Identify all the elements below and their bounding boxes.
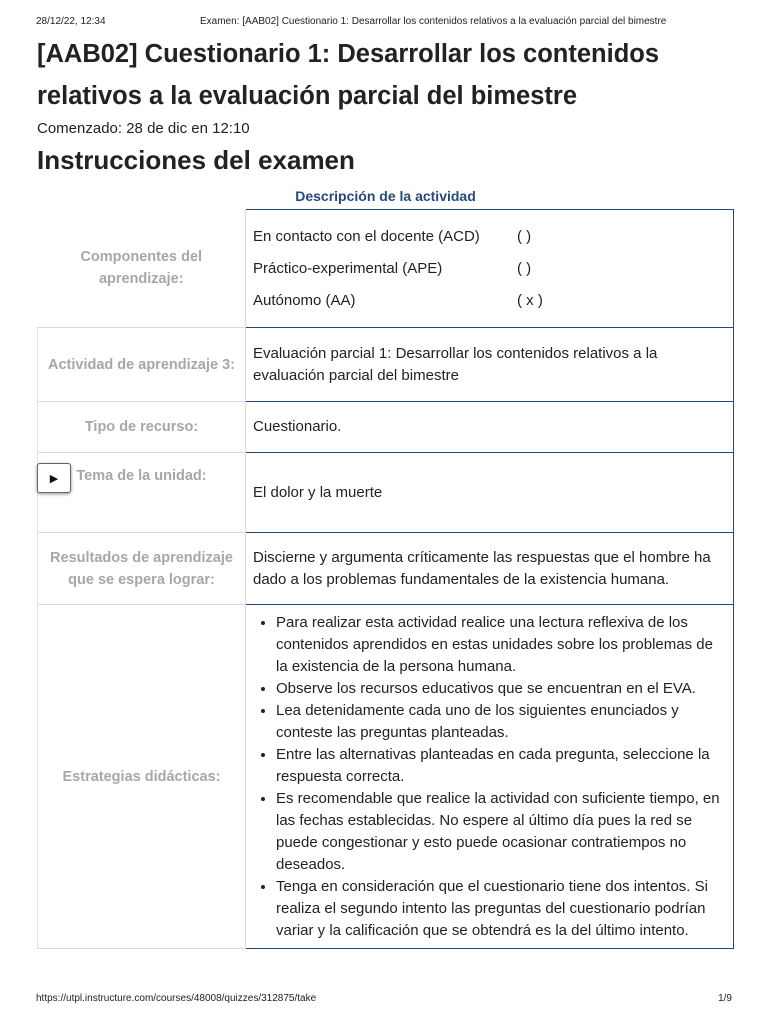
unit-topic-value: El dolor y la muerte bbox=[246, 453, 734, 533]
component-mark: ( ) bbox=[517, 228, 532, 245]
components-value bbox=[246, 210, 734, 328]
list-item: • Para realizar esta actividad realice una lectura reflexiva de los contenidos aprendidos en estas unidades sobre los problemas de la existencia de la persona humana. bbox=[276, 612, 726, 678]
table-caption-row bbox=[38, 183, 734, 210]
strategies-value bbox=[246, 605, 734, 949]
unit-topic-label: Tema de la unidad: bbox=[38, 453, 246, 533]
activity-value: Evaluación parcial 1: Desarrollar los contenidos relativos a la evaluación parcial del bimestre bbox=[246, 328, 734, 402]
quiz-started-date: Comenzado: 28 de dic en 12:10 bbox=[37, 120, 250, 137]
components-label: Componentes del aprendizaje: bbox=[38, 210, 246, 328]
print-header bbox=[36, 16, 732, 30]
resource-type-label: Tipo de recurso: bbox=[38, 402, 246, 453]
strategies-row bbox=[38, 605, 734, 949]
component-aa bbox=[253, 290, 726, 312]
table-caption: Descripción de la actividad bbox=[295, 188, 476, 204]
component-mark: ( ) bbox=[517, 260, 532, 277]
unit-topic-row bbox=[38, 453, 734, 533]
quiz-title: [AAB02] Cuestionario 1: Desarrollar los contenidos relativos a la evaluación parcial del bimestre bbox=[37, 40, 660, 110]
list-item: • Tenga en consideración que el cuestionario tiene dos intentos. Si realiza el segundo intento las preguntas del cuestionario podrían variar y la calificación que se obtendrá es la del último intento. bbox=[276, 876, 726, 942]
list-item: • Es recomendable que realice la actividad con suficiente tiempo, en las fechas establecidas. No espere al último día pues la red se puede congestionar y esto puede ocasionar contratiempos no deseados. bbox=[276, 788, 726, 876]
component-ape bbox=[253, 258, 726, 280]
strategies-label: Estrategias didácticas: bbox=[38, 605, 246, 949]
print-datetime: 28/12/22, 12:34 bbox=[36, 16, 106, 27]
page-url: https://utpl.instructure.com/courses/48008/quizzes/312875/take bbox=[36, 993, 317, 1004]
instructions-heading: Instrucciones del examen bbox=[37, 145, 355, 175]
list-item: • Lea detenidamente cada uno de los siguientes enunciados y conteste las preguntas planteadas. bbox=[276, 700, 726, 744]
outcomes-row bbox=[38, 533, 734, 605]
activity-label: Actividad de aprendizaje 3: bbox=[38, 328, 246, 402]
print-document-title: Examen: [AAB02] Cuestionario 1: Desarrollar los contenidos relativos a la evaluación parcial del bimestre bbox=[200, 16, 667, 27]
strategies-list bbox=[253, 612, 726, 942]
component-mark: ( x ) bbox=[517, 292, 543, 309]
components-row bbox=[38, 210, 734, 328]
activity-description-table bbox=[37, 183, 734, 949]
activity-row bbox=[38, 328, 734, 402]
component-name: Autónomo (AA) bbox=[253, 292, 356, 309]
outcomes-label: Resultados de aprendizaje que se espera lograr: bbox=[38, 533, 246, 605]
page-number: 1/9 bbox=[718, 993, 732, 1004]
video-play-button[interactable] bbox=[37, 463, 71, 493]
list-item: • Entre las alternativas planteadas en cada pregunta, seleccione la respuesta correcta. bbox=[276, 744, 726, 788]
component-name: Práctico-experimental (APE) bbox=[253, 260, 443, 277]
component-acd bbox=[253, 226, 726, 248]
play-icon: ▶ bbox=[49, 472, 59, 485]
outcomes-value: Discierne y argumenta críticamente las respuestas que el hombre ha dado a los problemas fundamentales de la existencia humana. bbox=[246, 533, 734, 605]
resource-type-row bbox=[38, 402, 734, 453]
component-name: En contacto con el docente (ACD) bbox=[253, 228, 480, 245]
list-item: • Observe los recursos educativos que se encuentran en el EVA. bbox=[276, 678, 726, 700]
resource-type-value: Cuestionario. bbox=[246, 402, 734, 453]
